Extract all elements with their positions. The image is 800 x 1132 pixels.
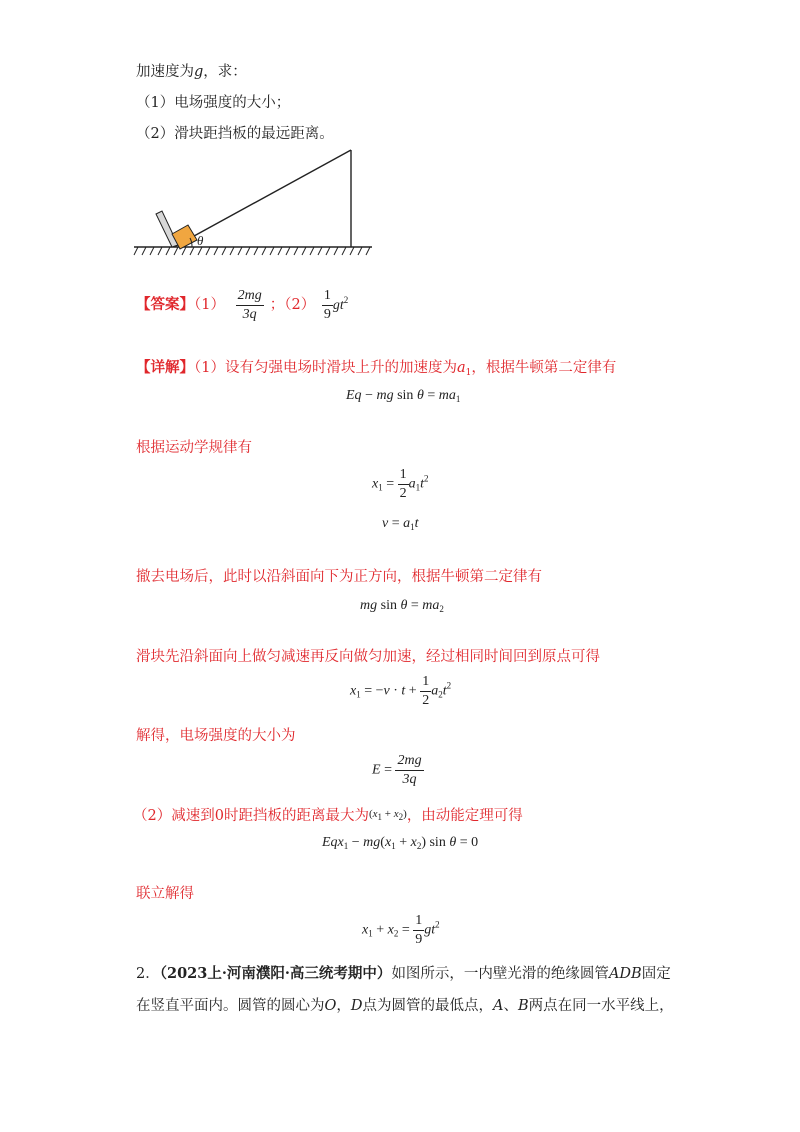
detail-line-1 xyxy=(136,358,616,383)
problem-line-1 xyxy=(136,62,247,82)
text: （1）设有匀强电场时滑块上升的加速度为 xyxy=(194,360,457,376)
sub: 1 xyxy=(465,368,472,378)
question-2: （2）滑块距挡板的最远距离。 xyxy=(136,126,334,142)
problem-source: （2023上·河南濮阳·高三统考期中） xyxy=(159,965,392,982)
var: ADB xyxy=(608,966,642,982)
baffle-plate xyxy=(156,211,178,247)
text: ； xyxy=(269,297,285,313)
question-1: （1）电场强度的大小； xyxy=(136,95,291,111)
detail-line-6 xyxy=(133,805,523,826)
detail-line-4: 滑块先沿斜面向上做匀减速再反向做匀加速，经过相同时间回到原点可得 xyxy=(136,649,600,665)
var: O xyxy=(324,998,337,1014)
text: （2） xyxy=(284,297,316,313)
equation-7: $Eqx_1 - mg(x_1 + x_2)$ sin θ = 0 xyxy=(322,835,479,851)
equation-8: $x_1 + x_2$ = $\frac{1}{9}$ $gt^2$ xyxy=(362,913,440,947)
equation-5: $x_1 = -v \cdot t$ + $\frac{1}{2}$ $a_2t^2$ xyxy=(350,674,452,708)
text: 点为圆管的最低点， xyxy=(362,998,494,1014)
text: 加速度为 xyxy=(136,64,194,80)
detail-tag: 【详解】 xyxy=(136,359,194,376)
detail-line-7: 联立解得 xyxy=(136,886,194,902)
answer-line xyxy=(136,285,348,325)
var: B xyxy=(518,998,529,1014)
detail-line-2: 根据运动学规律有 xyxy=(136,440,252,456)
answer-tag: 【答案】 xyxy=(136,296,194,313)
angle-label: θ xyxy=(197,233,204,248)
next-problem-line-1 xyxy=(136,964,671,984)
text: 时距挡板的距离最大为 xyxy=(223,808,369,824)
text: 两点在同一水平线上， xyxy=(528,998,674,1014)
equation-1: Eq − mg $\sin \theta = ma_1$ xyxy=(346,388,461,404)
text: 0 xyxy=(214,808,224,824)
text: ，由动能定理可得 xyxy=(406,808,523,824)
equation-3: $v = a_1t$ xyxy=(382,516,419,532)
inline-math: (x1 + x2) xyxy=(368,808,407,822)
gt: gt xyxy=(332,298,344,313)
text: （1） xyxy=(194,297,225,313)
next-problem-line-2 xyxy=(136,996,674,1016)
problem-number: 2． xyxy=(136,966,160,982)
num: 1 xyxy=(323,287,331,303)
text: 如图所示，一内壁光滑的绝缘圆管 xyxy=(391,966,609,982)
text: ，根据牛顿第二定律有 xyxy=(471,360,617,376)
den: 3q xyxy=(242,306,257,322)
text: 固定 xyxy=(641,966,671,982)
ground-hatching xyxy=(134,247,370,255)
num: 2mg xyxy=(237,287,262,303)
incline-figure xyxy=(130,145,380,260)
var: D xyxy=(350,998,363,1014)
var: a xyxy=(456,360,466,376)
var-g: g xyxy=(194,64,204,80)
answer-fraction-2 xyxy=(322,287,333,324)
equation-6: E = $\frac{2mg}{3q}$ xyxy=(372,753,422,787)
answer-fraction-1 xyxy=(236,287,264,324)
text: 、 xyxy=(503,998,519,1014)
equation-4: mg $\sin \theta = ma_2$ xyxy=(360,598,444,614)
var: A xyxy=(493,998,504,1014)
detail-line-3: 撤去电场后，此时以沿斜面向下为正方向，根据牛顿第二定律有 xyxy=(136,569,542,585)
text: ， xyxy=(336,998,351,1014)
answer-tail: $gt^2$ xyxy=(332,295,349,313)
den: 9 xyxy=(323,306,331,322)
text: （2）减速到 xyxy=(133,808,215,824)
text: 在竖直平面内。圆管的圆心为 xyxy=(136,998,325,1014)
detail-line-5: 解得，电场强度的大小为 xyxy=(136,728,296,744)
text: ，求： xyxy=(203,64,247,80)
equation-2: $x_1$ = $\frac{1}{2}$ $a_1t^2$ xyxy=(372,467,429,501)
